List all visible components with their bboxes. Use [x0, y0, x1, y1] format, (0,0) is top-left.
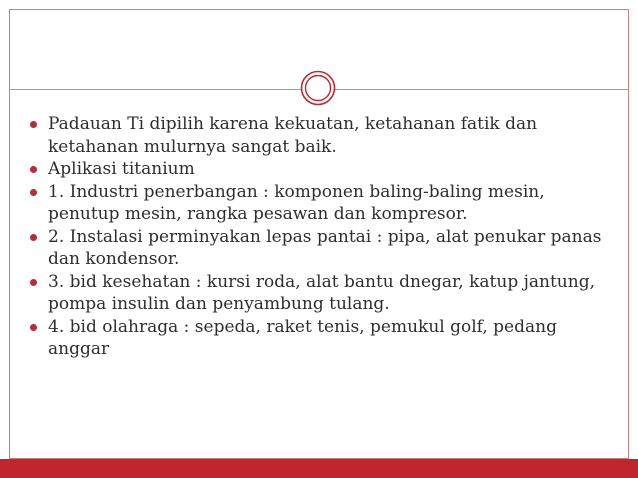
- list-item: [28, 316, 618, 361]
- bullet-text: 1. Industri penerbangan : komponen baling-baling mesin, penutup mesin, rangka pesawan dan kompresor.: [48, 181, 545, 224]
- bottom-accent-bar: [0, 459, 638, 478]
- bullet-dot-icon: [30, 166, 37, 173]
- bullet-text: Aplikasi titanium: [48, 159, 195, 179]
- bullet-dot-icon: [30, 234, 37, 241]
- bullet-dot-icon: [30, 189, 37, 196]
- bullet-text: 2. Instalasi perminyakan lepas pantai : pipa, alat penukar panas dan kondensor.: [48, 226, 602, 269]
- bullet-text: 3. bid kesehatan : kursi roda, alat bantu dnegar, katup jantung, pompa insulin dan penyambung tulang.: [48, 271, 595, 314]
- bullet-list: [28, 113, 618, 361]
- bullet-dot-icon: [30, 121, 37, 128]
- list-item: [28, 271, 618, 316]
- bullet-text: 4. bid olahraga : sepeda, raket tenis, pemukul golf, pedang anggar: [48, 316, 557, 359]
- bullet-text: Padauan Ti dipilih karena kekuatan, ketahanan fatik dan ketahanan mulurnya sangat baik.: [48, 114, 538, 157]
- bullet-dot-icon: [30, 279, 37, 286]
- bullet-dot-icon: [30, 324, 37, 331]
- list-item: [28, 113, 618, 158]
- list-item: [28, 226, 618, 271]
- concentric-circle-ornament-icon: [300, 70, 336, 106]
- list-item: [28, 181, 618, 226]
- list-item: [28, 158, 618, 181]
